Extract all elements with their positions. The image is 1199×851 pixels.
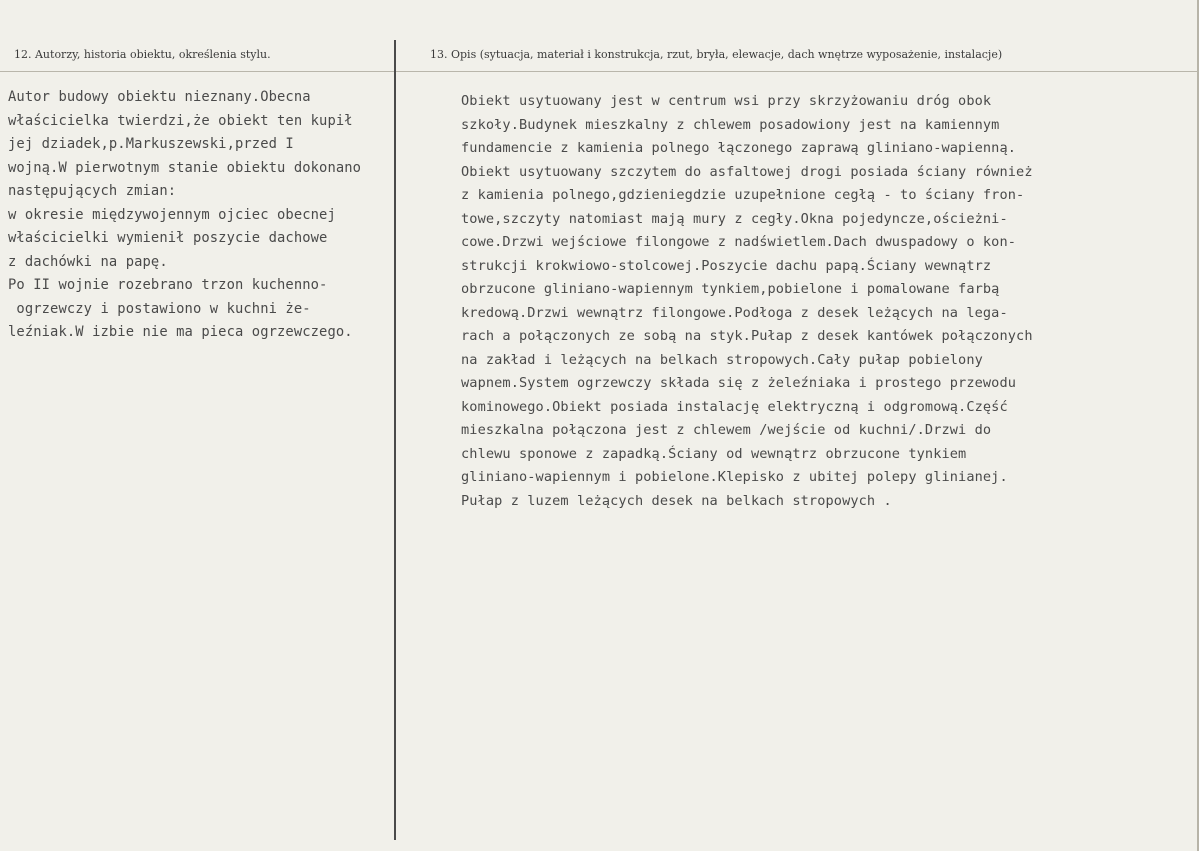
text-line: leźniak.W izbie nie ma pieca ogrzewczego. [8, 324, 353, 340]
text-line: gliniano-wapiennym i pobielone.Klepisko z ubitej polepy glinianej. [461, 469, 1008, 485]
text-line: z kamienia polnego,gdzieniegdzie uzupełnione cegłą - to ściany fron- [461, 187, 1025, 203]
text-line: Obiekt usytuowany szczytem do asfaltowej drogi posiada ściany również [461, 163, 1033, 180]
text-line: na zakład i leżących na belkach stropowych.Cały pułap pobielony [461, 351, 983, 368]
section-13-label: 13. Opis (sytuacja, materiał i konstrukcja, rzut, bryła, elewacje, dach wnętrze wyposażenie, instalacje) [430, 48, 1003, 61]
text-line: rach a połączonych ze sobą na styk.Pułap z desek kantówek połączonych [461, 328, 1033, 344]
text-line: cowe.Drzwi wejściowe filongowe z nadświetlem.Dach dwuspadowy o kon- [461, 234, 1017, 250]
text-line: właścicielka twierdzi,że obiekt ten kupił [8, 112, 353, 129]
history-text [8, 86, 361, 345]
text-line: wojną.W pierwotnym stanie obiektu dokonano [8, 159, 362, 176]
text-line: ogrzewczy i postawiono w kuchni że- [8, 300, 311, 317]
text-line: kominowego.Obiekt posiada instalację elektryczną i odgromową.Część [461, 398, 1008, 415]
text-line: wapnem.System ogrzewczy składa się z żeleźniaka i prostego przewodu [461, 375, 1017, 391]
text-line: następujących zmian: [8, 183, 177, 199]
text-line: strukcji krokwiowo-stolcowej.Poszycie dachu papą.Ściany wewnątrz [461, 257, 992, 274]
text-line: w okresie międzywojennym ojciec obecnej [8, 206, 336, 223]
text-line: obrzucone gliniano-wapiennym tynkiem,pobielone i pomalowane farbą [461, 281, 1000, 297]
text-line: Po II wojnie rozebrano trzon kuchenno- [8, 277, 328, 293]
description-text [461, 90, 1033, 513]
text-line: Autor budowy obiektu nieznany.Obecna [8, 89, 311, 105]
header-rule [0, 71, 1199, 72]
text-line: Pułap z luzem leżących desek na belkach stropowych . [461, 492, 892, 509]
text-line: Obiekt usytuowany jest w centrum wsi przy skrzyżowaniu dróg obok [461, 93, 992, 109]
text-line: fundamencie z kamienia polnego łączonego zaprawą gliniano-wapienną. [461, 140, 1017, 156]
text-line: chlewu sponowe z zapadką.Ściany od wewnątrz obrzucone tynkiem [461, 445, 967, 462]
text-line: właścicielki wymienił poszycie dachowe [8, 230, 328, 246]
text-line: mieszkalna połączona jest z chlewem /wejście od kuchni/.Drzwi do [461, 422, 992, 438]
text-line: towe,szczyty natomiast mają mury z cegły.Okna pojedyncze,ościeżni- [461, 210, 1008, 227]
text-line: kredową.Drzwi wewnątrz filongowe.Podłoga z desek leżących na lega- [461, 304, 1008, 321]
text-line: szkoły.Budynek mieszkalny z chlewem posadowiony jest na kamiennym [461, 116, 1000, 133]
text-line: jej dziadek,p.Markuszewski,przed I [8, 136, 294, 152]
column-divider [394, 40, 396, 840]
section-12-label: 12. Autorzy, historia obiektu, określenia stylu. [14, 48, 271, 61]
text-line: z dachówki na papę. [8, 253, 168, 270]
